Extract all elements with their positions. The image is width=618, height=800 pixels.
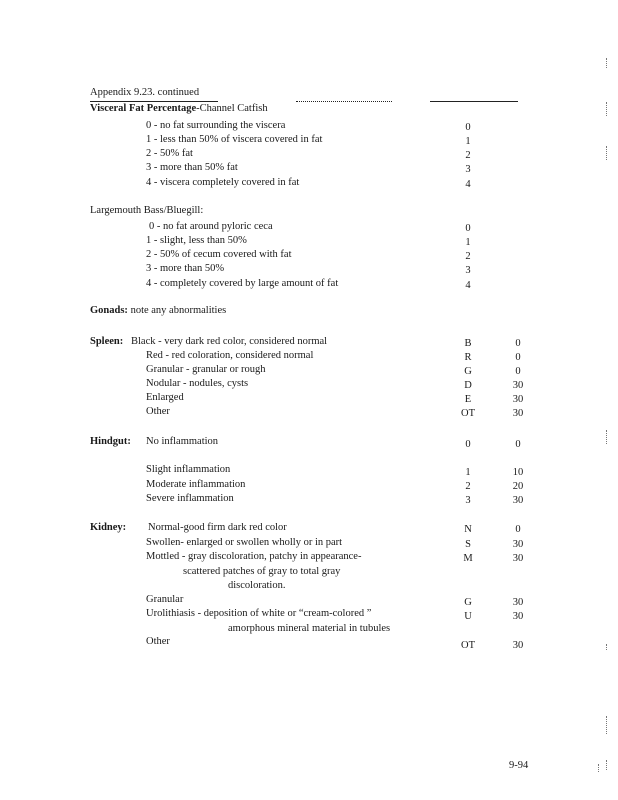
scan-artifact <box>606 58 608 68</box>
kidney-code: G <box>464 597 472 608</box>
title-underline <box>90 101 218 102</box>
hindgut-row-desc: Slight inflammation <box>146 464 231 475</box>
hindgut-code: 0 <box>465 439 471 450</box>
scan-artifact <box>606 760 608 770</box>
bass-score-desc: 0 - no fat around pyloric ceca <box>149 221 273 232</box>
kidney-score: 30 <box>512 597 524 608</box>
catfish-score-value: 2 <box>465 150 471 161</box>
scan-artifact <box>606 102 608 116</box>
spleen-score: 0 <box>515 352 521 363</box>
spleen-code: B <box>464 338 472 349</box>
page-number: 9-94 <box>509 760 529 771</box>
hindgut-row-desc: Moderate inflammation <box>146 479 246 490</box>
visceral-fat-heading-bold: Visceral Fat Percentage <box>90 103 197 114</box>
scan-artifact <box>606 146 608 160</box>
kidney-code: M <box>463 553 473 564</box>
spleen-score: 30 <box>512 408 524 419</box>
bass-score-desc: 3 - more than 50% <box>146 263 225 274</box>
kidney-score: 30 <box>512 611 524 622</box>
appendix-title: Appendix 9.23. continued <box>90 87 200 98</box>
spleen-code: OT <box>461 408 475 419</box>
catfish-score-desc: 0 - no fat surrounding the viscera <box>146 120 286 131</box>
kidney-score: 30 <box>512 553 524 564</box>
hindgut-code: 1 <box>465 467 471 478</box>
spleen-code: E <box>464 394 472 405</box>
visceral-fat-heading <box>90 104 268 115</box>
catfish-score-desc: 2 - 50% fat <box>146 148 193 159</box>
spleen-row-desc: Red - red coloration, considered normal <box>146 350 314 361</box>
bass-score-value: 1 <box>465 237 471 248</box>
kidney-row-continuation: discoloration. <box>228 580 286 591</box>
header-rule-dotted <box>296 101 392 102</box>
bass-bluegill-heading: Largemouth Bass/Bluegill: <box>90 205 204 216</box>
catfish-score-value: 4 <box>465 179 471 190</box>
kidney-code: U <box>464 611 472 622</box>
visceral-fat-heading-species: -Channel Catfish <box>196 103 268 114</box>
scan-artifact <box>606 430 608 444</box>
spleen-code: D <box>464 380 472 391</box>
spleen-row-desc: Nodular - nodules, cysts <box>146 378 249 389</box>
kidney-score: 0 <box>515 524 521 535</box>
kidney-row-desc: Swollen- enlarged or swollen wholly or in part <box>146 537 343 548</box>
kidney-code: S <box>465 539 471 550</box>
spleen-score: 0 <box>515 366 521 377</box>
kidney-row-desc: Normal-good firm dark red color <box>148 522 287 533</box>
hindgut-label: Hindgut: <box>90 436 131 447</box>
hindgut-score: 10 <box>512 467 524 478</box>
hindgut-score: 30 <box>512 495 524 506</box>
kidney-row-desc: Other <box>146 636 170 647</box>
spleen-code: R <box>464 352 472 363</box>
spleen-code: G <box>464 366 472 377</box>
scan-artifact <box>606 644 608 650</box>
bass-score-value: 3 <box>465 265 471 276</box>
gonads-row <box>90 306 226 317</box>
header-rule-right <box>430 101 518 102</box>
gonads-label: Gonads: <box>90 305 128 316</box>
kidney-code: N <box>464 524 472 535</box>
catfish-score-desc: 3 - more than 50% fat <box>146 162 238 173</box>
kidney-score: 30 <box>512 640 524 651</box>
bass-score-desc: 2 - 50% of cecum covered with fat <box>146 249 292 260</box>
catfish-score-desc: 1 - less than 50% of viscera covered in fat <box>146 134 323 145</box>
hindgut-code: 3 <box>465 495 471 506</box>
spleen-row-desc: Granular - granular or rough <box>146 364 266 375</box>
hindgut-row-desc: Severe inflammation <box>146 493 234 504</box>
kidney-row-desc: Mottled - gray discoloration, patchy in appearance- <box>146 551 362 562</box>
spleen-row-desc: Other <box>146 406 170 417</box>
bass-score-value: 4 <box>465 280 471 291</box>
kidney-label: Kidney: <box>90 522 127 533</box>
spleen-row-desc: Enlarged <box>146 392 184 403</box>
bass-score-desc: 4 - completely covered by large amount of fat <box>146 278 339 289</box>
kidney-code: OT <box>461 640 475 651</box>
bass-score-desc: 1 - slight, less than 50% <box>146 235 247 246</box>
spleen-score: 0 <box>515 338 521 349</box>
gonads-note: note any abnormalities <box>130 305 227 316</box>
bass-score-value: 2 <box>465 251 471 262</box>
catfish-score-value: 1 <box>465 136 471 147</box>
scan-artifact <box>606 716 608 734</box>
kidney-score: 30 <box>512 539 524 550</box>
hindgut-row-desc: No inflammation <box>146 436 219 447</box>
hindgut-score: 20 <box>512 481 524 492</box>
catfish-score-value: 0 <box>465 122 471 133</box>
catfish-score-desc: 4 - viscera completely covered in fat <box>146 177 300 188</box>
spleen-score: 30 <box>512 380 524 391</box>
scan-artifact <box>598 764 600 772</box>
hindgut-score: 0 <box>515 439 521 450</box>
spleen-score: 30 <box>512 394 524 405</box>
spleen-row-desc: Black - very dark red color, considered normal <box>131 336 328 347</box>
hindgut-code: 2 <box>465 481 471 492</box>
kidney-row-continuation: scattered patches of gray to total gray <box>183 566 341 577</box>
spleen-label: Spleen: <box>90 336 124 347</box>
bass-score-value: 0 <box>465 223 471 234</box>
kidney-row-continuation: amorphous mineral material in tubules <box>228 623 391 634</box>
catfish-score-value: 3 <box>465 164 471 175</box>
kidney-row-desc: Urolithiasis - deposition of white or “cream-colored ” <box>146 608 372 619</box>
kidney-row-desc: Granular <box>146 594 184 605</box>
